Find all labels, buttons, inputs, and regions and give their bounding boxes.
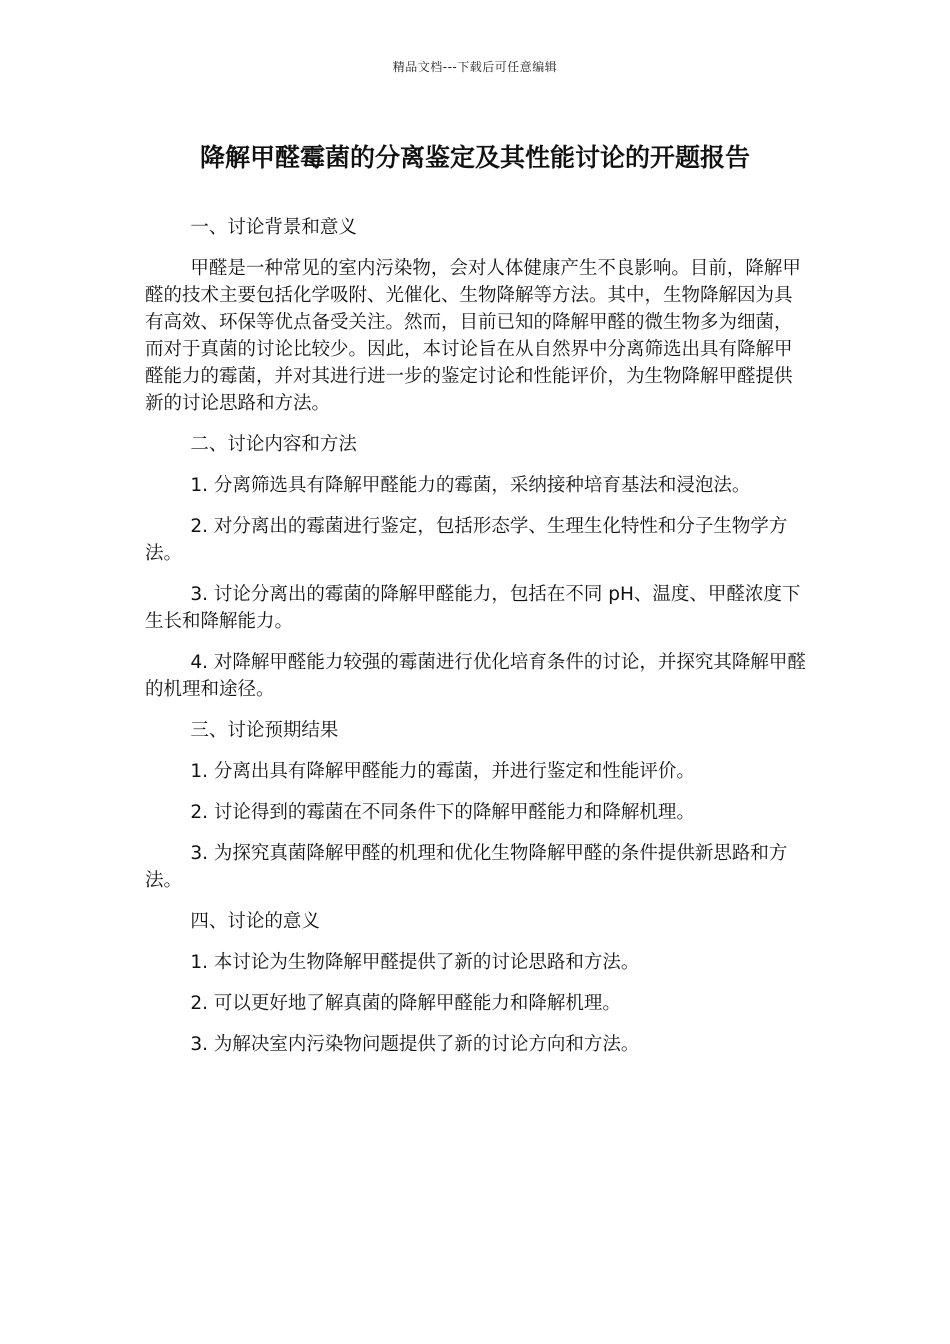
section-heading-content-methods: 二、讨论内容和方法	[190, 434, 357, 455]
list-item-method-2: 2. 对分离出的霉菌进行鉴定，包括形态学、生理生化特性和分子生物学方法。	[145, 516, 788, 564]
paragraph-background: 甲醛是一种常见的室内污染物，会对人体健康产生不良影响。目前，降解甲醛的技术主要包括化学吸附、光催化、生物降解等方法。其中，生物降解因为具有高效、环保等优点备受关注。然而，目前已知的降解甲醛的微生物多为细菌，而对于真菌的讨论比较少。因此，本讨论旨在从自然界中分离筛选出具有降解甲醛能力的霉菌，并对其进行进一步的鉴定讨论和性能评价，为生物降解甲醛提供新的讨论思路和方法。	[145, 258, 801, 414]
list-item-result-3: 3. 为探究真菌降解甲醛的机理和优化生物降解甲醛的条件提供新思路和方法。	[145, 843, 788, 891]
list-item-method-4: 4. 对降解甲醛能力较强的霉菌进行优化培育条件的讨论，并探究其降解甲醛的机理和途径。	[145, 652, 806, 700]
list-item-result-2: 2. 讨论得到的霉菌在不同条件下的降解甲醛能力和降解机理。	[190, 802, 695, 823]
list-item-significance-3: 3. 为解决室内污染物问题提供了新的讨论方向和方法。	[190, 1034, 640, 1055]
list-item-result-1: 1. 分离出具有降解甲醛能力的霉菌，并进行鉴定和性能评价。	[190, 761, 695, 782]
header-note: 精品文档---下载后可任意编辑	[392, 60, 558, 74]
document-body	[145, 214, 807, 1072]
list-item-significance-1: 1. 本讨论为生物降解甲醛提供了新的讨论思路和方法。	[190, 952, 640, 973]
document-title: 降解甲醛霉菌的分离鉴定及其性能讨论的开题报告	[199, 143, 750, 172]
list-item-method-3: 3. 讨论分离出的霉菌的降解甲醛能力，包括在不同 pH、温度、甲醛浓度下生长和降解能力。	[145, 584, 801, 632]
section-heading-expected-results: 三、讨论预期结果	[190, 720, 339, 741]
list-item-method-1: 1. 分离筛选具有降解甲醛能力的霉菌，采纳接种培育基法和浸泡法。	[190, 475, 751, 496]
section-heading-background: 一、讨论背景和意义	[190, 217, 357, 238]
section-heading-significance: 四、讨论的意义	[190, 911, 320, 932]
list-item-significance-2: 2. 可以更好地了解真菌的降解甲醛能力和降解机理。	[190, 993, 621, 1014]
